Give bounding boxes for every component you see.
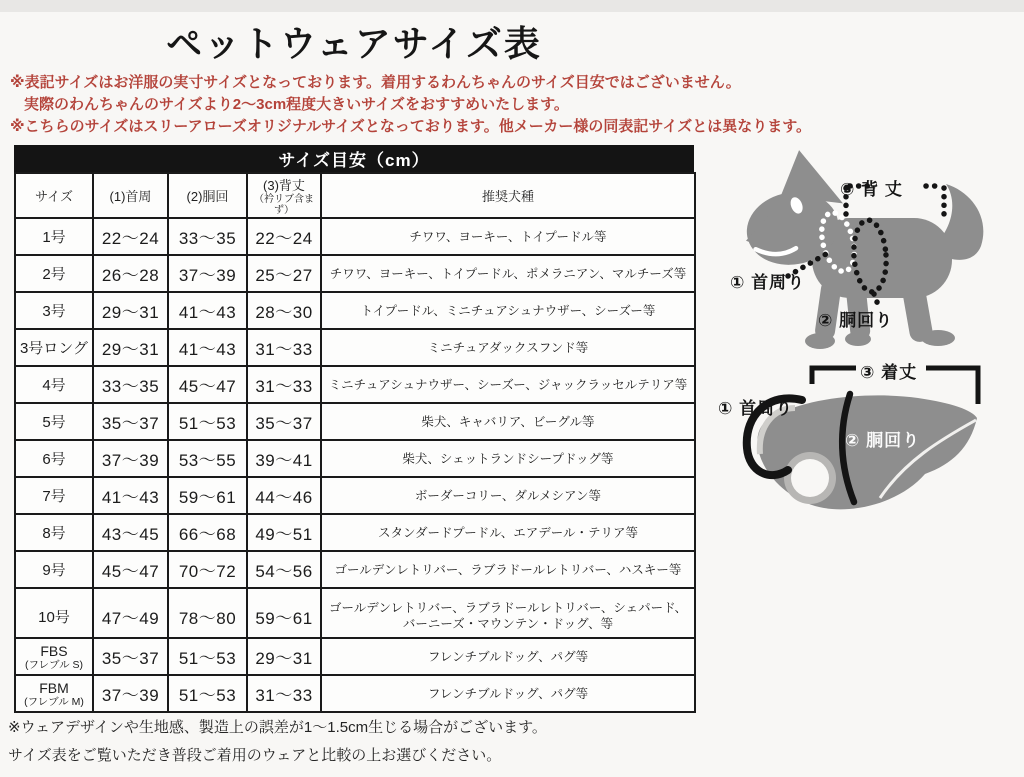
table-caption: サイズ目安（cm） [14, 145, 694, 172]
table-row [15, 292, 695, 329]
girth-cell: 53～55 [168, 440, 247, 477]
col-header-back [247, 173, 321, 218]
footnote-line-1: ※ウェアデザインや生地感、製造上の誤差が1～1.5cm生じる場合がございます。 [8, 719, 547, 736]
back-cell: 28～30 [247, 292, 321, 329]
notice-line-2: 実際のわんちゃんのサイズより2～3cm程度大きいサイズをおすすめいたします。 [24, 96, 569, 113]
breeds-cell: ゴールデンレトリバー、ラブラドールレトリバー、シェパード、バーニーズ・マウンテン・ドッグ、等 [321, 588, 695, 644]
size-cell: 8号 [15, 514, 93, 551]
neck-cell: 45～47 [93, 551, 168, 588]
table-row [15, 218, 695, 255]
table-row [15, 514, 695, 551]
size-sublabel: (フレブル S) [24, 658, 84, 671]
size-cell: 3号ロング [15, 329, 93, 366]
size-table [14, 172, 696, 645]
back-cell: 44～46 [247, 477, 321, 514]
neck-cell: 47～49 [93, 588, 168, 644]
breeds-cell: ミニチュアシュナウザー、シーズー、ジャックラッセルテリア等 [321, 366, 695, 403]
table-row [15, 403, 695, 440]
size-cell [15, 638, 93, 675]
col-header-neck: (1)首周 [93, 173, 168, 218]
dog-measurement-diagram [700, 150, 1010, 355]
chest-girth-label: ② 胴回り [818, 311, 894, 330]
size-cell: 4号 [15, 366, 93, 403]
girth-cell: 45～47 [168, 366, 247, 403]
col-header-girth: (2)胴回 [168, 173, 247, 218]
back-cell: 25～27 [247, 255, 321, 292]
girth-cell: 41～43 [168, 329, 247, 366]
girth-cell: 59～61 [168, 477, 247, 514]
table-row [15, 329, 695, 366]
girth-cell: 51～53 [168, 403, 247, 440]
back-cell: 39～41 [247, 440, 321, 477]
neck-cell: 29～31 [93, 329, 168, 366]
size-sublabel: (フレブル M) [24, 695, 84, 708]
table-row [15, 440, 695, 477]
breeds-cell: フレンチブルドッグ、パグ等 [321, 675, 695, 712]
breeds-cell: ゴールデンレトリバー、ラブラドールレトリバー、ハスキー等 [321, 551, 695, 588]
notice-block [10, 72, 812, 138]
girth-cell: 78～80 [168, 588, 247, 644]
table-row [15, 255, 695, 292]
back-cell: 59～61 [247, 588, 321, 644]
neck-cell: 35～37 [93, 638, 168, 675]
table-header-row [15, 173, 695, 218]
girth-cell: 51～53 [168, 675, 247, 712]
neck-cell: 33～35 [93, 366, 168, 403]
breeds-cell: トイプードル、ミニチュアシュナウザー、シーズー等 [321, 292, 695, 329]
wear-measurement-diagram [700, 356, 1010, 536]
neck-cell: 37～39 [93, 440, 168, 477]
size-label: FBM [39, 679, 69, 696]
table-row [15, 638, 695, 675]
size-cell: 7号 [15, 477, 93, 514]
size-cell: 2号 [15, 255, 93, 292]
size-cell: 9号 [15, 551, 93, 588]
neck-cell: 35～37 [93, 403, 168, 440]
back-cell: 29～31 [247, 638, 321, 675]
neck-cell: 37～39 [93, 675, 168, 712]
size-cell: 3号 [15, 292, 93, 329]
back-cell: 54～56 [247, 551, 321, 588]
back-cell: 22～24 [247, 218, 321, 255]
girth-cell: 66～68 [168, 514, 247, 551]
table-row [15, 366, 695, 403]
table-row [15, 675, 695, 712]
back-cell: 35～37 [247, 403, 321, 440]
page-title: ペットウェアサイズ表 [166, 23, 542, 64]
size-cell: 5号 [15, 403, 93, 440]
breeds-cell: チワワ、ヨーキー、トイプードル等 [321, 218, 695, 255]
neck-cell: 29～31 [93, 292, 168, 329]
notice-line-3: ※こちらのサイズはスリーアローズオリジナルサイズとなっております。他メーカー様の同表記サイズとは異なります。 [10, 118, 812, 135]
back-cell: 31～33 [247, 675, 321, 712]
col-header-size: サイズ [15, 173, 93, 218]
fb-size-table-container [14, 637, 694, 713]
neck-cell: 41～43 [93, 477, 168, 514]
footnote-line-2: サイズ表をご覧いただき普段ご着用のウェアと比較の上お選びください。 [8, 747, 502, 764]
breeds-cell: ボーダーコリー、ダルメシアン等 [321, 477, 695, 514]
girth-cell: 41～43 [168, 292, 247, 329]
footnote-block [8, 714, 708, 770]
notice-line-1: ※表記サイズはお洋服の実寸サイズとなっております。着用するわんちゃんのサイズ目安ではございません。 [10, 74, 741, 91]
breeds-cell: スタンダードプードル、エアデール・テリア等 [321, 514, 695, 551]
back-cell: 31～33 [247, 366, 321, 403]
girth-cell: 37～39 [168, 255, 247, 292]
fb-size-table [14, 637, 696, 713]
breeds-cell: 柴犬、シェットランドシープドッグ等 [321, 440, 695, 477]
breeds-cell: フレンチブルドッグ、パグ等 [321, 638, 695, 675]
neck-cell: 26～28 [93, 255, 168, 292]
girth-cell: 51～53 [168, 638, 247, 675]
back-cell: 49～51 [247, 514, 321, 551]
neck-cell: 43～45 [93, 514, 168, 551]
girth-cell: 33～35 [168, 218, 247, 255]
back-cell: 31～33 [247, 329, 321, 366]
breeds-cell: ミニチュアダックスフンド等 [321, 329, 695, 366]
table-row [15, 551, 695, 588]
size-cell: 1号 [15, 218, 93, 255]
size-label: FBS [40, 642, 68, 659]
size-cell [15, 675, 93, 712]
girth-cell: 70～72 [168, 551, 247, 588]
size-cell: 6号 [15, 440, 93, 477]
neck-girth-label: ① 首周り [730, 273, 806, 292]
wear-length-label: ③ 着丈 [860, 363, 918, 382]
col-header-back-main: (3)背丈 [263, 178, 305, 193]
breeds-cell: 柴犬、キャバリア、ビーグル等 [321, 403, 695, 440]
back-length-label: ③ 背 丈 [840, 180, 903, 199]
breeds-cell: チワワ、ヨーキー、トイプードル、ポメラニアン、マルチーズ等 [321, 255, 695, 292]
size-table-container [14, 145, 694, 645]
wear-girth-label: ② 胴回り [845, 431, 921, 450]
table-row [15, 477, 695, 514]
col-header-back-sub: （衿リブ含まず） [254, 194, 314, 216]
col-header-breeds: 推奨犬種 [321, 173, 695, 218]
size-cell: 10号 [15, 588, 93, 644]
wear-neck-label: ① 首周り [718, 399, 794, 418]
table-row [15, 588, 695, 644]
neck-cell: 22～24 [93, 218, 168, 255]
top-edge-strip [0, 0, 1024, 12]
